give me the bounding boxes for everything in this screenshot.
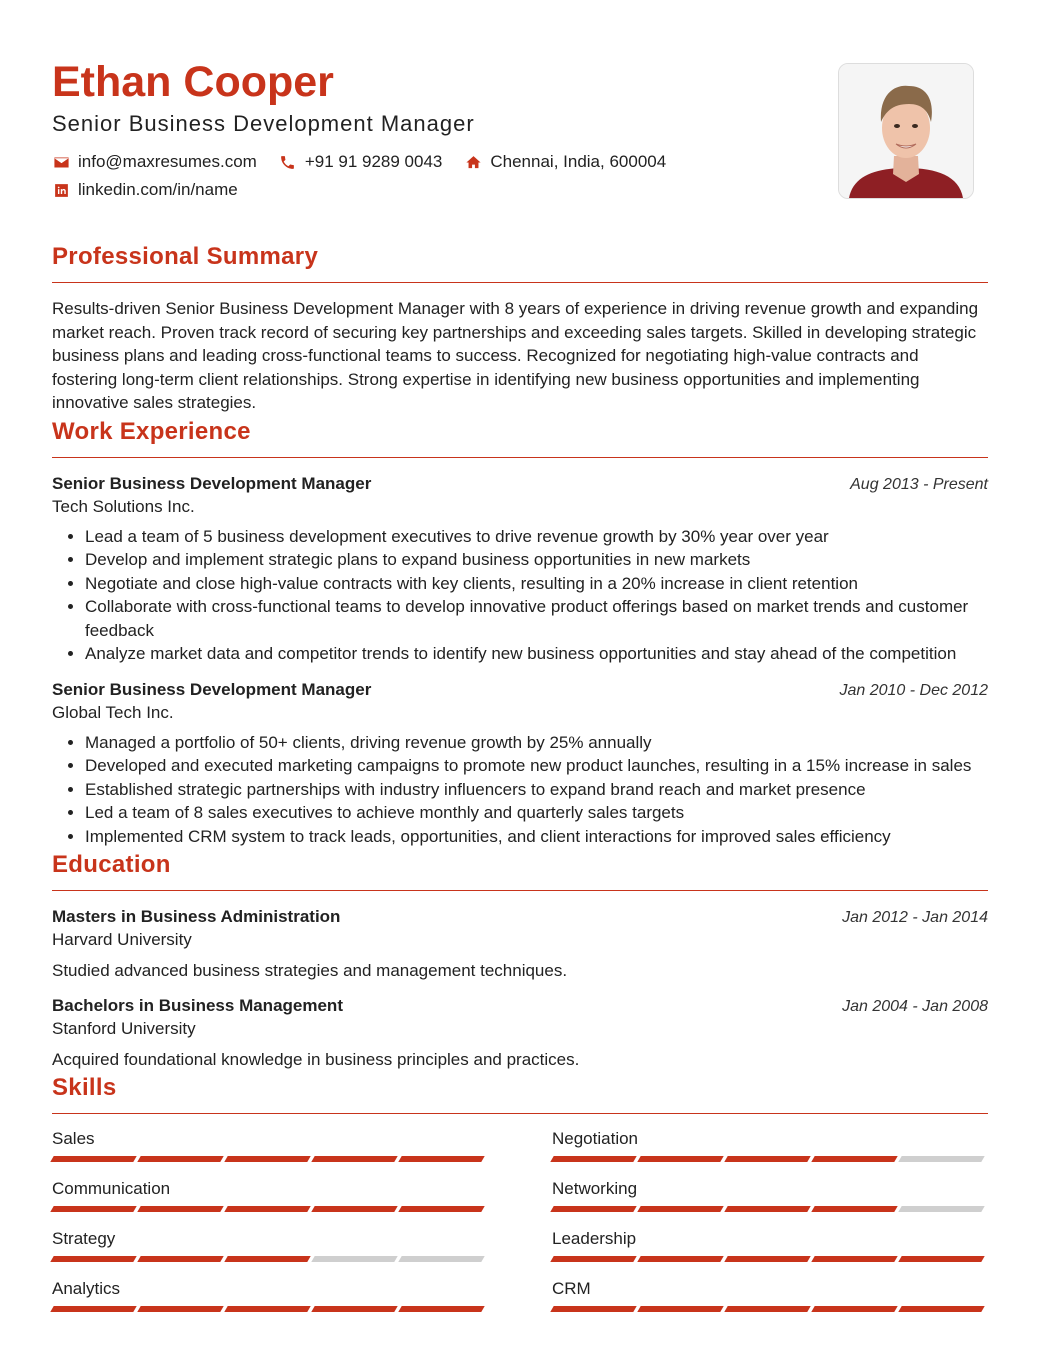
job-bullet: • Negotiate and close high-value contracts with key clients, resulting in a 20% increase in client retention: [85, 572, 988, 596]
skill-segment-filled: [724, 1156, 810, 1162]
skill-name: Strategy: [52, 1229, 116, 1248]
summary-section: [52, 242, 988, 415]
education-dates: Jan 2004 - Jan 2008: [842, 998, 988, 1015]
education-section: [52, 850, 988, 1071]
skill-level-bar: [552, 1306, 988, 1312]
skill-segment-filled: [637, 1156, 723, 1162]
envelope-icon: [52, 153, 70, 171]
job-bullet: • Implemented CRM system to track leads, opportunities, and client interactions for improved sales efficiency: [85, 825, 988, 849]
skill-level-bar: [52, 1256, 488, 1262]
linkedin-icon: [52, 181, 70, 199]
education-heading: Education: [52, 850, 988, 891]
job-bullet: • Managed a portfolio of 50+ clients, driving revenue growth by 25% annually: [85, 731, 988, 755]
skill-segment-filled: [50, 1156, 136, 1162]
skill-level-bar: [552, 1156, 988, 1162]
skill-segment-filled: [898, 1256, 984, 1262]
skills-section: [52, 1073, 988, 1327]
job-entry: [52, 678, 988, 849]
degree: Bachelors in Business Management: [52, 996, 343, 1015]
skill-segment-filled: [137, 1256, 223, 1262]
job-dates: Aug 2013 - Present: [850, 475, 988, 493]
skill-segment-filled: [311, 1156, 397, 1162]
skill-segment-filled: [637, 1206, 723, 1212]
skill-name: Communication: [52, 1179, 171, 1198]
skill-segment-filled: [224, 1256, 310, 1262]
contact-phone[interactable]: [279, 148, 443, 176]
skill-name: Analytics: [52, 1279, 121, 1298]
skill-segment-filled: [811, 1206, 897, 1212]
skill-segment-filled: [224, 1156, 310, 1162]
skill-segment-filled: [224, 1306, 310, 1312]
job-bullets: [52, 731, 988, 849]
job-role: Senior Business Development Manager: [52, 473, 372, 493]
skills-grid: [52, 1127, 988, 1327]
skill-name: Networking: [552, 1179, 638, 1198]
skill-segment-filled: [50, 1256, 136, 1262]
skill-segment-filled: [811, 1256, 897, 1262]
skills-heading: Skills: [52, 1073, 988, 1114]
skill-item: [552, 1127, 988, 1177]
job-bullet: • Analyze market data and competitor trends to identify new business opportunities and stay ahead of the competition: [85, 642, 988, 666]
skill-item: [552, 1277, 988, 1327]
skill-segment-filled: [550, 1306, 636, 1312]
skill-segment-filled: [550, 1206, 636, 1212]
skill-segment-filled: [724, 1206, 810, 1212]
candidate-name: Ethan Cooper: [52, 58, 334, 106]
education-entry: [52, 905, 988, 982]
skill-segment-filled: [398, 1156, 484, 1162]
skill-segment-filled: [311, 1206, 397, 1212]
degree: Masters in Business Administration: [52, 907, 341, 926]
skill-level-bar: [552, 1256, 988, 1262]
email-text: info@maxresumes.com: [78, 152, 257, 171]
skill-level-bar: [52, 1206, 488, 1212]
header: [52, 56, 988, 204]
skill-segment-empty: [398, 1256, 484, 1262]
summary-text: Results-driven Senior Business Development Manager with 8 years of experience in driving revenue growth and expanding market reach. Proven track record of securing key partnerships and exceeding sales targets. Skilled in developing strategic business plans and leading cross-functional teams to success. Recognized for negotiating high-value contracts and fostering long-term client relationships. Strong expertise in identifying new business opportunities and implementing innovative sales strategies.: [52, 299, 979, 412]
skill-segment-filled: [811, 1306, 897, 1312]
job-bullet: • Developed and executed marketing campaigns to promote new product launches, resulting in a 15% increase in sales: [85, 754, 988, 778]
skill-segment-filled: [550, 1256, 636, 1262]
skill-segment-filled: [137, 1206, 223, 1212]
skill-segment-filled: [550, 1156, 636, 1162]
job-dates: Jan 2010 - Dec 2012: [839, 681, 988, 699]
skill-level-bar: [52, 1156, 488, 1162]
skill-item: [52, 1127, 488, 1177]
skill-segment-filled: [137, 1156, 223, 1162]
skill-segment-filled: [398, 1206, 484, 1212]
skill-name: Negotiation: [552, 1129, 639, 1148]
skill-segment-filled: [637, 1256, 723, 1262]
skill-segment-filled: [724, 1256, 810, 1262]
experience-section: [52, 417, 988, 849]
skill-segment-filled: [311, 1306, 397, 1312]
education-description: Studied advanced business strategies and management techniques.: [52, 961, 568, 980]
education-entry: [52, 994, 988, 1071]
phone-text: +91 91 9289 0043: [304, 152, 443, 171]
skill-item: [52, 1227, 488, 1277]
skill-name: CRM: [552, 1279, 591, 1298]
job-entry: [52, 472, 988, 666]
job-bullet: • Develop and implement strategic plans to expand business opportunities in new markets: [85, 548, 988, 572]
experience-heading: Work Experience: [52, 417, 988, 458]
skill-segment-filled: [724, 1306, 810, 1312]
skill-segment-filled: [898, 1306, 984, 1312]
skill-segment-filled: [137, 1306, 223, 1312]
school: Stanford University: [52, 1019, 196, 1038]
summary-heading: Professional Summary: [52, 242, 988, 283]
job-role: Senior Business Development Manager: [52, 679, 372, 699]
contact-location: [464, 148, 666, 176]
contact-email[interactable]: [52, 148, 257, 176]
skill-segment-filled: [50, 1306, 136, 1312]
school: Harvard University: [52, 930, 192, 949]
skill-name: Leadership: [552, 1229, 637, 1248]
job-bullets: [52, 525, 988, 666]
skill-segment-filled: [811, 1156, 897, 1162]
skill-item: [52, 1177, 488, 1227]
linkedin-text: linkedin.com/in/name: [78, 180, 238, 199]
job-bullet: • Lead a team of 5 business development executives to drive revenue growth by 30% year over year: [85, 525, 988, 549]
education-description: Acquired foundational knowledge in business principles and practices.: [52, 1050, 580, 1069]
resume-page: [52, 56, 988, 1327]
skill-item: [552, 1227, 988, 1277]
profile-photo: [838, 63, 974, 199]
home-icon: [464, 153, 482, 171]
job-company: Tech Solutions Inc.: [52, 496, 195, 516]
skill-segment-filled: [50, 1206, 136, 1212]
skill-item: [552, 1177, 988, 1227]
phone-icon: [279, 153, 297, 171]
skill-item: [52, 1277, 488, 1327]
skill-segment-filled: [398, 1306, 484, 1312]
job-bullet: • Established strategic partnerships with industry influencers to expand brand reach and market presence: [85, 778, 988, 802]
contact-linkedin[interactable]: [52, 176, 238, 204]
skill-level-bar: [52, 1306, 488, 1312]
job-bullet: • Led a team of 8 sales executives to achieve monthly and quarterly sales targets: [85, 801, 988, 825]
job-bullet: • Collaborate with cross-functional teams to develop innovative product offerings based on market trends and customer feedback: [85, 595, 988, 642]
skill-segment-empty: [898, 1156, 984, 1162]
skill-name: Sales: [52, 1129, 95, 1148]
candidate-title: Senior Business Development Manager: [52, 111, 475, 136]
skill-segment-empty: [898, 1206, 984, 1212]
job-company: Global Tech Inc.: [52, 702, 174, 722]
skill-segment-filled: [224, 1206, 310, 1212]
location-text: Chennai, India, 600004: [490, 152, 667, 171]
skill-level-bar: [552, 1206, 988, 1212]
skill-segment-filled: [637, 1306, 723, 1312]
education-dates: Jan 2012 - Jan 2014: [842, 909, 988, 926]
skill-segment-empty: [311, 1256, 397, 1262]
